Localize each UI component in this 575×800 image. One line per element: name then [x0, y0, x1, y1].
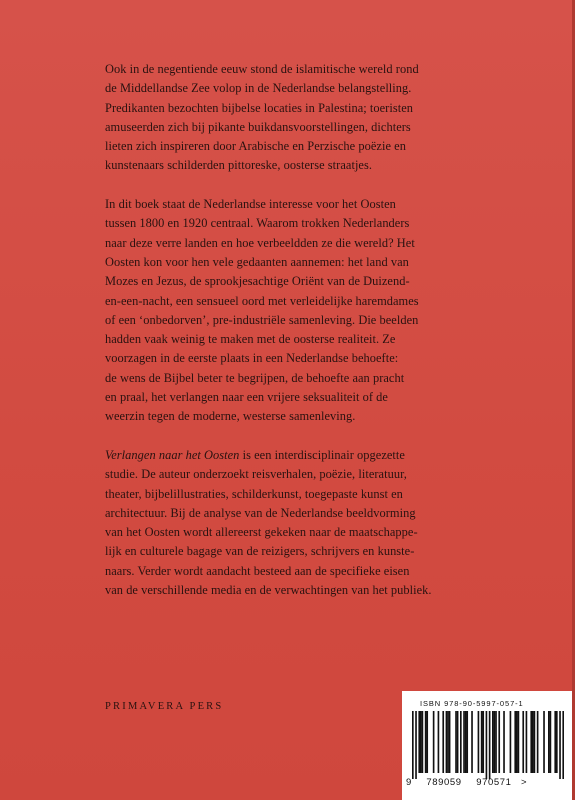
barcode-bar: [455, 711, 457, 773]
barcode-bar: [412, 711, 414, 779]
blurb-text: [105, 60, 500, 620]
barcode-bar: [471, 711, 473, 773]
barcode-digit-end: >: [521, 777, 528, 788]
barcode-bar: [556, 711, 558, 773]
text-line: kunstenaars schilderden pittoreske, oosterse straatjes.: [105, 158, 373, 173]
barcode-digits: [406, 777, 571, 788]
barcode-bar: [537, 711, 539, 773]
text-line: de wens de Bijbel beter te begrijpen, de behoefte aan pracht: [105, 370, 405, 385]
text-line: [105, 446, 500, 465]
barcode-bar: [446, 711, 448, 773]
barcode-bar: [495, 711, 497, 773]
barcode-bar: [457, 711, 459, 773]
barcode-bar: [492, 711, 494, 773]
barcode-bar: [478, 711, 480, 773]
barcode-bar: [543, 711, 545, 773]
text-line: en praal, het verlangen naar een vrijere seksualiteit of de: [105, 390, 388, 405]
text-line: hadden vaak weinig te maken met de oosterse realiteit. Ze: [105, 332, 396, 347]
blurb-paragraph-2: [105, 195, 500, 427]
text-line: voorzagen in de eerste plaats in een Nederlandse behoefte:: [105, 351, 399, 366]
barcode-bar: [422, 711, 424, 773]
text-line: amuseerden zich bij pikante buikdansvoorstellingen, dichters: [105, 119, 411, 134]
barcode-bar: [418, 711, 420, 773]
text-line: de Middellandse Zee volop in de Nederlandse belangstelling.: [105, 81, 412, 96]
barcode-bar: [510, 711, 512, 773]
barcode-bar: [482, 711, 484, 773]
text-line: tussen 1800 en 1920 centraal. Waarom trokken Nederlanders: [105, 216, 410, 231]
barcode-bar: [548, 711, 550, 773]
barcode-bar: [433, 711, 435, 773]
text-line: Mozes en Jezus, de sprookjesachtige Oriënt van de Duizend-: [105, 274, 410, 289]
text-line: In dit boek staat de Nederlandse interesse voor het Oosten: [105, 197, 396, 212]
barcode-bar: [554, 711, 556, 773]
text-line: Ook in de negentiende eeuw stond de islamitische wereld rond: [105, 62, 419, 76]
text-line: studie. De auteur onderzoekt reisverhalen, poëzie, literatuur,: [105, 467, 407, 482]
barcode-bar: [465, 711, 467, 773]
barcode-bar: [494, 711, 496, 773]
text-line: lieten zich inspireren door Arabische en Perzische poëzie en: [105, 139, 406, 154]
barcode-bar: [514, 711, 516, 773]
barcode-bar: [425, 711, 427, 773]
text-fragment: is een interdisciplinair opgezette: [239, 447, 405, 462]
barcode-bar: [559, 711, 561, 779]
barcode-bar: [503, 711, 505, 773]
text-line: of een ‘onbedorven’, pre-industriële samenleving. Die beelden: [105, 312, 419, 327]
barcode-bar: [466, 711, 468, 773]
book-title-italic: Verlangen naar het Oosten: [105, 447, 240, 462]
text-line: architectuur. Bij de analyse van de Nederlandse beeldvorming: [105, 505, 416, 520]
barcode-bar: [489, 711, 491, 779]
text-line: Predikanten bezochten bijbelse locaties in Palestina; toeristen: [105, 100, 414, 115]
barcode-bar: [550, 711, 552, 773]
text-line: weerzin tegen de moderne, westerse samenleving.: [105, 409, 356, 424]
barcode-bar: [460, 711, 462, 773]
text-line: naars. Verder wordt aandacht besteed aan de specifieke eisen: [105, 563, 410, 578]
barcode-bar: [530, 711, 532, 773]
blurb-paragraph-1: [105, 60, 500, 176]
text-line: lijk en culturele bagage van de reizigers, schrijvers en kunste-: [105, 544, 415, 559]
barcode-bar: [522, 711, 524, 773]
barcode-bar: [449, 711, 451, 773]
text-line: Oosten kon voor hen vele gedaanten aannemen: het land van: [105, 254, 409, 269]
text-line: en-een-nacht, een sensueel oord met verleidelijke haremdames: [105, 293, 419, 308]
blurb-paragraph-3: [105, 446, 500, 600]
barcode-bar: [486, 711, 488, 779]
text-line: theater, bijbelillustraties, schilderkunst, toegepaste kunst en: [105, 486, 403, 501]
barcode-bar: [438, 711, 440, 773]
barcode-bar: [420, 711, 422, 773]
isbn-label: ISBN 978-90-5997-057-1: [420, 699, 524, 708]
barcode-digit-lead: 9: [406, 777, 412, 788]
barcode-icon: [412, 711, 564, 779]
barcode-bar: [534, 711, 536, 773]
barcode-bar: [562, 711, 564, 779]
barcode-bar: [516, 711, 518, 773]
barcode-bar: [463, 711, 465, 773]
barcode-bar: [447, 711, 449, 773]
text-line: van het Oosten wordt allereerst gekeken naar de maatschappe-: [105, 525, 418, 540]
barcode-panel: [402, 691, 575, 800]
publisher-name: PRIMAVERA PERS: [105, 701, 224, 712]
barcode-bar: [442, 711, 444, 773]
barcode-bar: [518, 711, 520, 773]
barcode-bar: [526, 711, 528, 773]
barcode-bar: [426, 711, 428, 773]
barcode-digit-group: 970571: [476, 777, 512, 788]
text-line: van de verschillende media en de verwachtingen van het publiek.: [105, 583, 432, 598]
barcode-bar: [498, 711, 500, 773]
text-line: naar deze verre landen en hoe verbeeldden ze die wereld? Het: [105, 235, 415, 250]
barcode-digit-group: 789059: [426, 777, 462, 788]
barcode-bar: [532, 711, 534, 773]
barcode-bar: [415, 711, 417, 779]
barcode-bar: [481, 711, 483, 773]
